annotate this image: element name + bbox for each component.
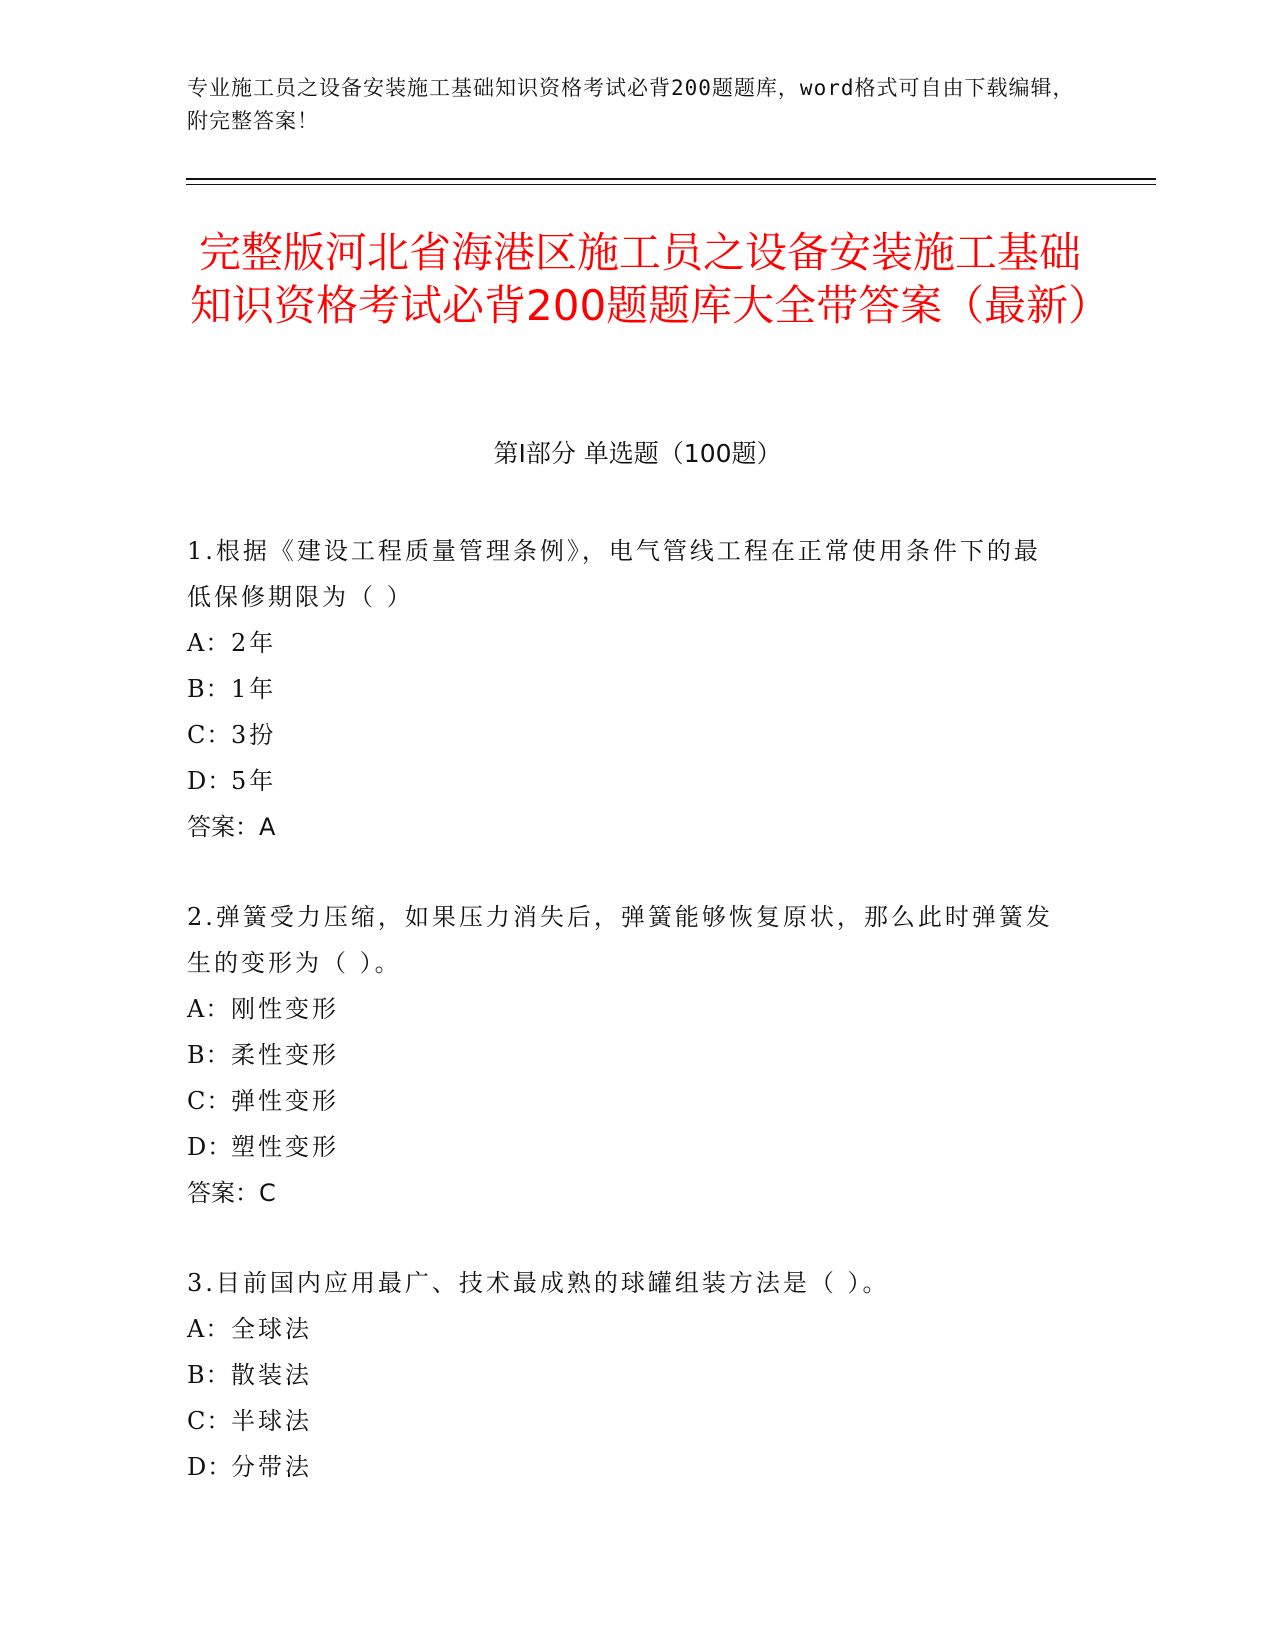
option-text: 柔性变形 bbox=[231, 1041, 339, 1069]
option-text: 3扮 bbox=[231, 721, 277, 749]
section-heading: 第Ⅰ部分 单选题（100题） bbox=[493, 439, 782, 468]
option-a bbox=[187, 986, 1067, 1032]
header-divider-thick bbox=[186, 178, 1156, 180]
option-key: C： bbox=[187, 721, 232, 749]
option-text: 全球法 bbox=[231, 1315, 312, 1343]
option-text: 2年 bbox=[231, 629, 277, 657]
option-d bbox=[187, 1124, 1067, 1170]
option-key: D： bbox=[187, 1133, 233, 1161]
option-c bbox=[187, 1398, 1067, 1444]
option-key: A： bbox=[187, 1315, 231, 1343]
option-a bbox=[187, 620, 1067, 666]
question-spacer bbox=[187, 1216, 1067, 1260]
header-note: 专业施工员之设备安装施工基础知识资格考试必背200题题库，word格式可自由下载编辑，附完整答案！ bbox=[187, 76, 1075, 133]
option-b bbox=[187, 1032, 1067, 1078]
option-key: B： bbox=[187, 675, 231, 703]
document-title: 完整版河北省海港区施工员之设备安装施工基础知识资格考试必背200题题库大全带答案（最新） bbox=[190, 228, 1111, 330]
option-text: 塑性变形 bbox=[231, 1133, 339, 1161]
answer-line: 答案：C bbox=[187, 1179, 276, 1207]
option-key: C： bbox=[187, 1407, 232, 1435]
question-stem: 3.目前国内应用最广、技术最成熟的球罐组装方法是（ ）。 bbox=[187, 1269, 890, 1297]
question-item bbox=[187, 894, 1067, 1216]
question-stem: 1.根据《建设工程质量管理条例》，电气管线工程在正常使用条件下的最低保修期限为（ ） bbox=[187, 537, 1041, 611]
option-text: 1年 bbox=[231, 675, 277, 703]
option-key: B： bbox=[187, 1361, 231, 1389]
answer-line: 答案：A bbox=[187, 813, 276, 841]
option-key: D： bbox=[187, 767, 233, 795]
option-b bbox=[187, 666, 1067, 712]
option-a bbox=[187, 1306, 1067, 1352]
option-key: A： bbox=[187, 629, 231, 657]
option-text: 5年 bbox=[231, 767, 277, 795]
question-spacer bbox=[187, 850, 1067, 894]
option-b bbox=[187, 1352, 1067, 1398]
question-item bbox=[187, 528, 1067, 850]
question-list bbox=[187, 528, 1067, 1490]
question-stem: 2.弹簧受力压缩，如果压力消失后，弹簧能够恢复原状，那么此时弹簧发生的变形为（ ）。 bbox=[187, 903, 1053, 977]
option-text: 散装法 bbox=[231, 1361, 312, 1389]
option-c bbox=[187, 712, 1067, 758]
header-divider-thin bbox=[186, 184, 1156, 185]
option-text: 弹性变形 bbox=[231, 1087, 339, 1115]
option-text: 刚性变形 bbox=[231, 995, 339, 1023]
option-key: B： bbox=[187, 1041, 231, 1069]
option-key: C： bbox=[187, 1087, 232, 1115]
option-text: 半球法 bbox=[231, 1407, 312, 1435]
option-key: D： bbox=[187, 1453, 233, 1481]
option-text: 分带法 bbox=[231, 1453, 312, 1481]
question-item bbox=[187, 1260, 1067, 1490]
option-c bbox=[187, 1078, 1067, 1124]
option-d bbox=[187, 1444, 1067, 1490]
option-key: A： bbox=[187, 995, 231, 1023]
option-d bbox=[187, 758, 1067, 804]
